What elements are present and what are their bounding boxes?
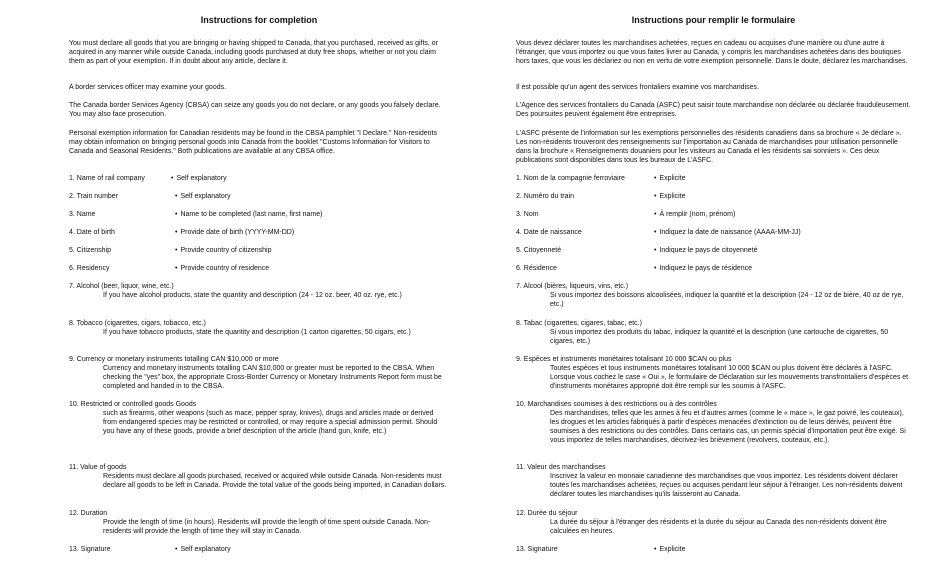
intro-paragraph: The Canada border Services Agency (CBSA) can seize any goods you do not declare, or any goods you falsely declare. You may also face prosecution.: [69, 102, 441, 118]
field-description: Des marchandises, telles que les armes à feu et d'autres armes (comme le « mace », le gaz poivré, les couteaux), les drogues et les articles fabriqués à partir d'espèces menacées d'extinction ou de leurs dérivés, peuvent être soumises à des restrictions ou des contrôles. Dans certains cas, un permis spécial d'importation peut être exigé. Si vous importez de telles marchandises, décrivez-les brièvement (revolvers, couteaux, etc.).: [550, 410, 906, 444]
field-instruction: [69, 400, 449, 436]
field-description: such as firearms, other weapons (such as mace, pepper spray, knives), drugs and articles made or derived from endangered species may be restricted or controlled, or may require a special admission permit. Should you have any of these goods, provide a brief description of the article (hand gun, knife, etc.): [103, 410, 438, 435]
field-instruction: [516, 282, 911, 309]
field-label: 3. Name: [69, 211, 96, 218]
field-instruction: [69, 509, 449, 536]
field-instruction: [516, 463, 911, 499]
intro-paragraph: A border services officer may examine your goods.: [69, 84, 227, 91]
field-label: 2. Train number: [69, 193, 119, 200]
field-label: 6. Residency: [69, 265, 110, 272]
field-label: 8. Tobacco (cigarettes, cigars, tobacco, etc.): [69, 320, 206, 327]
field-value: • Name to be completed (last name, first name): [175, 210, 322, 219]
field-description: If you have tobacco products, state the quantity and description (1 carton cigarettes, 50 cigars, etc.): [103, 329, 411, 336]
field-instruction: [69, 463, 449, 490]
field-value: • Self explanatory: [175, 192, 231, 201]
field-value: • Provide country of citizenship: [175, 246, 272, 255]
field-label: 11. Valeur des marchandises: [516, 464, 606, 471]
field-label: 10. Restricted or controlled goods Goods: [69, 401, 197, 408]
intro-paragraph: Vous devez déclarer toutes les marchandises achetées, reçues en cadeau ou acquises d'une manière ou d'une autre à l'étranger, que vous importez ou que vous faites livrer au Canada, y compris les marchandises achetées dans des boutiques hors taxes, que vous les déclariez ou non en vertu de votre exemption personnelle. Dans le doute, déclarez les marchandises.: [516, 40, 908, 65]
field-description: Provide the length of time (in hours). Residents will provide the length of time spent outside Canada. Non-residents will provide the length of time they will stay in Canada.: [103, 519, 431, 535]
field-value: • Self explanatory: [171, 174, 227, 183]
field-label: 1. Nom de la compagnie ferroviaire: [516, 175, 625, 182]
field-label: 13. Signature: [69, 546, 111, 553]
field-instruction: [69, 319, 449, 337]
field-value: • Explicite: [654, 174, 686, 183]
field-label: 9. Currency or monetary instruments totalling CAN $10,000 or more: [69, 356, 279, 363]
field-label: 12. Duration: [69, 510, 108, 517]
field-label: 4. Date de naissance: [516, 229, 582, 236]
field-label: 5. Citoyenneté: [516, 247, 562, 254]
field-value: • Provide country of residence: [175, 264, 269, 273]
field-label: 2. Numéro du train: [516, 193, 574, 200]
field-value: • Explicite: [654, 545, 686, 554]
field-label: 12. Durée du séjour: [516, 510, 578, 517]
field-description: La durée du séjour à l'étranger des résidents et la durée du séjour au Canada des non-résidents doivent être calculées en heures.: [550, 519, 887, 535]
field-value: • Explicite: [654, 192, 686, 201]
field-label: 7. Alcool (bières, liqueurs, vins, etc.): [516, 283, 629, 290]
field-description: Si vous importez des produits du tabac, indiquez la quantité et la description (une cartouche de cigarettes, 50 cigares, etc.): [550, 329, 889, 345]
field-instruction: [516, 509, 911, 536]
intro-paragraph: L'Agence des services frontaliers du Canada (ASFC) peut saisir toute marchandise non déclarée ou déclarée frauduleusement. Des poursuites peuvent également être entreprises.: [516, 102, 911, 118]
intro-paragraph: Il est possible qu'un agent des services frontaliers examine vos marchandises.: [516, 84, 759, 91]
field-value: • À remplir (nom, prénom): [654, 210, 735, 219]
page-title: Instructions pour remplir le formulaire: [631, 15, 796, 25]
field-description: If you have alcohol products, state the quantity and description (24 - 12 oz. beer, 40 oz. rye, etc.): [103, 292, 402, 299]
field-value: • Self explanatory: [175, 545, 231, 554]
field-value: • Indiquez le pays de citoyenneté: [654, 246, 758, 255]
field-value: • Provide date of birth (YYYY-MM-DD): [175, 228, 294, 237]
field-instruction: [516, 400, 911, 445]
field-instruction: [516, 319, 911, 346]
field-label: 7. Alcohol (beer, liquor, wine, etc.): [69, 283, 174, 290]
intro-paragraph: Personal exemption information for Canadian residents may be found in the CBSA pamphlet "I Declare." Non-residents may obtain information on bringing personal goods into Canada from the booklet "Customs Information for Visitors to Canada and Seasonal Residents." Both publications are available at any CBSA office.: [69, 130, 437, 155]
field-label: 4. Date of birth: [69, 229, 115, 236]
intro-paragraph: You must declare all goods that you are bringing or having shipped to Canada, that you purchased, received as gifts, or acquired in any manner while outside Canada, including goods purchased at duty free shops, whether or not you claim them as part of your exemption. If in doubt about any article, declare it.: [69, 40, 439, 65]
field-label: 13. Signature: [516, 546, 558, 553]
field-label: 10. Marchandises soumises à des restrictions ou à des contrôles: [516, 401, 717, 408]
field-label: 9. Espèces et instruments monétaires totalisant 10 000 $CAN ou plus: [516, 356, 732, 363]
field-description: Toutes espèces et tous instruments monétaires totalisant 10 000 $CAN ou plus doivent être déclarés à l'ASFC. Lorsque vous cochez le case « Oui », le formulaire de Déclaration sur les mouvements transfrontaliers d'espèces et d'instruments monétaires approprié doit être rempli sur les soumis à l'ASFC.: [550, 365, 909, 390]
field-label: 5. Citizenship: [69, 247, 112, 254]
field-instruction: [69, 355, 449, 391]
field-instruction: [516, 355, 911, 391]
page-title: Instructions for completion: [200, 15, 318, 25]
field-label: 8. Tabac (cigarettes, cigares, tabac, etc.): [516, 320, 642, 327]
field-label: 3. Nom: [516, 211, 539, 218]
field-label: 11. Value of goods: [69, 464, 127, 471]
field-description: Inscrivez la valeur en monnaie canadienne des marchandises que vous importez. Les résidents doivent déclarer toutes les marchandises achetées, reçues ou acquises pendant leur séjour à l'étranger. Les non-résidents doivent déclarer toutes les marchandises qu'ils laisseront au Canada.: [550, 473, 903, 498]
field-value: • Indiquez la date de naissance (AAAA-MM-JJ): [654, 228, 801, 237]
field-description: Si vous importez des boissons alcoolisées, indiquez la quantité et la description (24 - 12 oz de bière, 40 oz de rye, etc.): [550, 292, 904, 308]
field-value: • Indiquez le pays de résidence: [654, 264, 752, 273]
field-description: Currency and monetary instruments totalling CAN $10,000 or greater must be reported to the CBSA. When checking the "yes" box, the appropriate Cross-Border Currency or Monetary Instruments Report form must be completed and handed in to the CBSA.: [103, 365, 442, 390]
field-description: Residents must declare all goods purchased, received or acquired while outside Canada. Non-residents must declare all goods to be left in Canada. Provide the total value of the goods being imported, in Canadian dollars.: [103, 473, 447, 489]
field-instruction: [69, 282, 449, 300]
intro-paragraph: L'ASFC présente de l'information sur les exemptions personnelles des résidents canadiens dans sa brochure « Je déclare ». Les non-résidents trouveront des renseignements sur l'importation au Canada de marchandises pour utilisation personnelle dans la brochure « Renseignements douaniers pour les visiteurs au Canada et les résidents sai sonniers ». Ces deux publications sont disponibles dans tous les bureaux de L'ASFC.: [516, 130, 902, 164]
field-label: 1. Name of rail company: [69, 175, 145, 182]
field-label: 6. Résidence: [516, 265, 557, 272]
